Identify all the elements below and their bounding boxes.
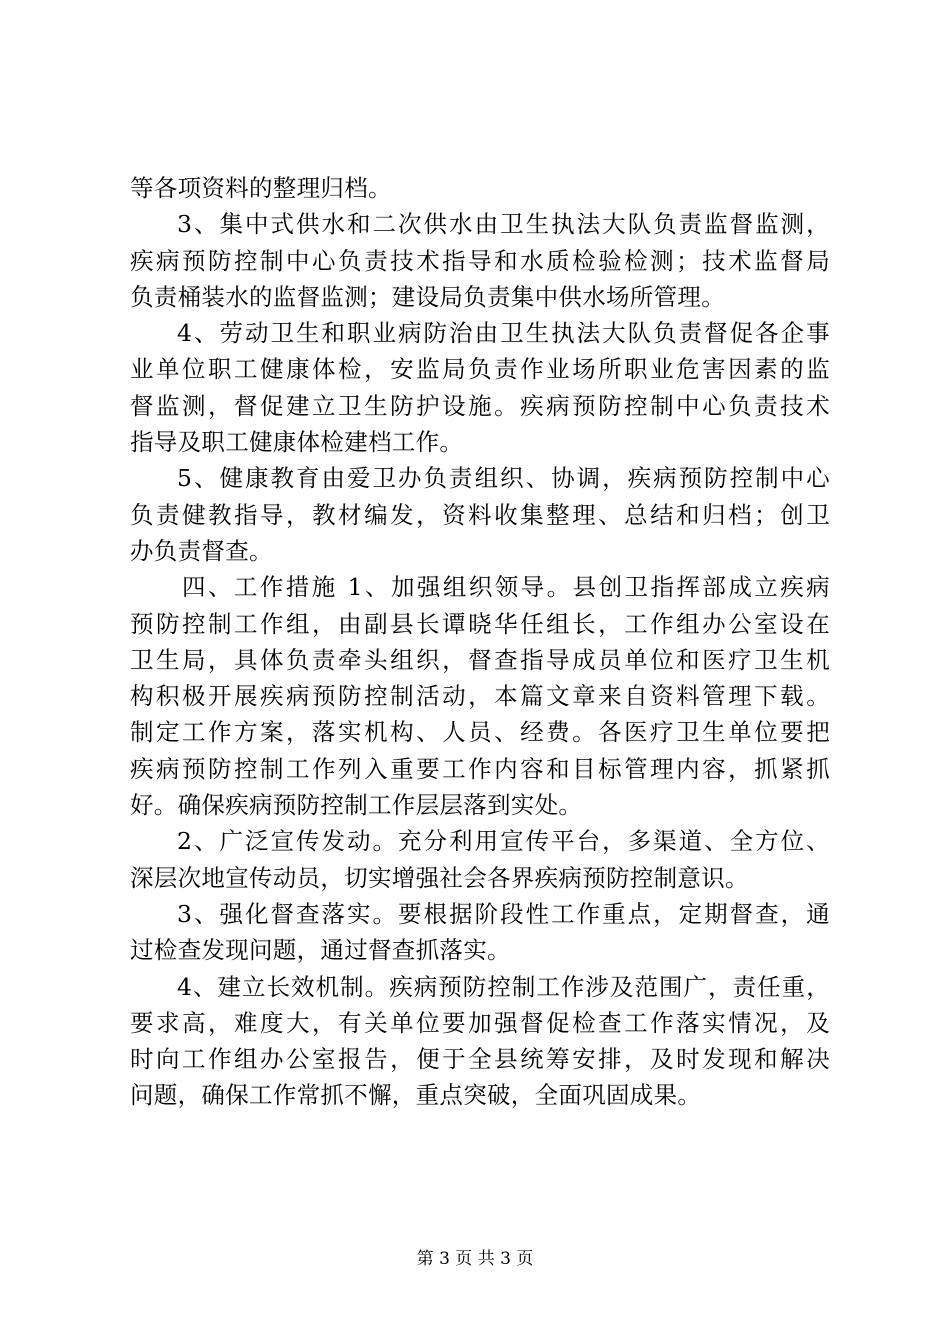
- text-line: 4、建立长效机制。疾病预防控制工作涉及范围广，责任重，: [177, 972, 830, 1001]
- text-line: 要求高，难度大，有关单位要加强督促检查工作落实情况，及: [130, 1008, 830, 1037]
- text-line: 等各项资料的整理归档。: [130, 174, 392, 202]
- text-line: 指导及职工健康体检建档工作。: [130, 428, 464, 457]
- text-line: 2、广泛宣传发动。充分利用宣传平台，多渠道、全方位、: [177, 827, 830, 856]
- text-line: 预防控制工作组，由副县长谭晓华任组长，工作组办公室设在: [130, 609, 830, 638]
- text-line: 过检查发现问题，通过督查抓落实。: [130, 936, 511, 965]
- text-line: 3、集中式供水和二次供水由卫生执法大队负责监督监测，: [177, 210, 830, 239]
- text-line: 3、强化督查落实。要根据阶段性工作重点，定期督查，通: [177, 899, 830, 928]
- text-line: 4、劳动卫生和职业病防治由卫生执法大队负责督促各企事: [177, 319, 830, 348]
- text-line: 问题，确保工作常抓不懈，重点突破，全面巩固成果。: [130, 1081, 702, 1110]
- text-line: 负责健教指导，教材编发，资料收集整理、总结和归档；创卫: [130, 500, 830, 529]
- text-line: 疾病预防控制工作列入重要工作内容和目标管理内容，抓紧抓: [130, 754, 830, 783]
- text-line: 5、健康教育由爱卫办负责组织、协调，疾病预防控制中心: [177, 464, 830, 493]
- text-line: 业单位职工健康体检，安监局负责作业场所职业危害因素的监: [130, 355, 830, 384]
- page-footer: 第 3 页 共 3 页: [416, 1249, 534, 1269]
- text-line: 构积极开展疾病预防控制活动，本篇文章来自资料管理下载。: [130, 682, 830, 711]
- text-line: 办负责督查。: [130, 536, 273, 565]
- text-line: 好。确保疾病预防控制工作层层落到实处。: [130, 791, 583, 820]
- text-line: 四、工作措施 1、加强组织领导。县创卫指挥部成立疾病: [182, 573, 830, 602]
- text-line: 负责桶装水的监督监测；建设局负责集中供水场所管理。: [130, 282, 725, 311]
- text-line: 卫生局，具体负责牵头组织，督查指导成员单位和医疗卫生机: [130, 645, 830, 674]
- text-line: 深层次地宣传动员，切实增强社会各界疾病预防控制意识。: [130, 863, 749, 892]
- text-line: 制定工作方案，落实机构、人员、经费。各医疗卫生单位要把: [130, 718, 830, 747]
- document-body: [130, 170, 830, 1114]
- text-line: 疾病预防控制中心负责技术指导和水质检验检测；技术监督局: [130, 246, 830, 275]
- text-line: 督监测，督促建立卫生防护设施。疾病预防控制中心负责技术: [130, 391, 830, 420]
- text-line: 时向工作组办公室报告，便于全县统筹安排，及时发现和解决: [130, 1045, 830, 1074]
